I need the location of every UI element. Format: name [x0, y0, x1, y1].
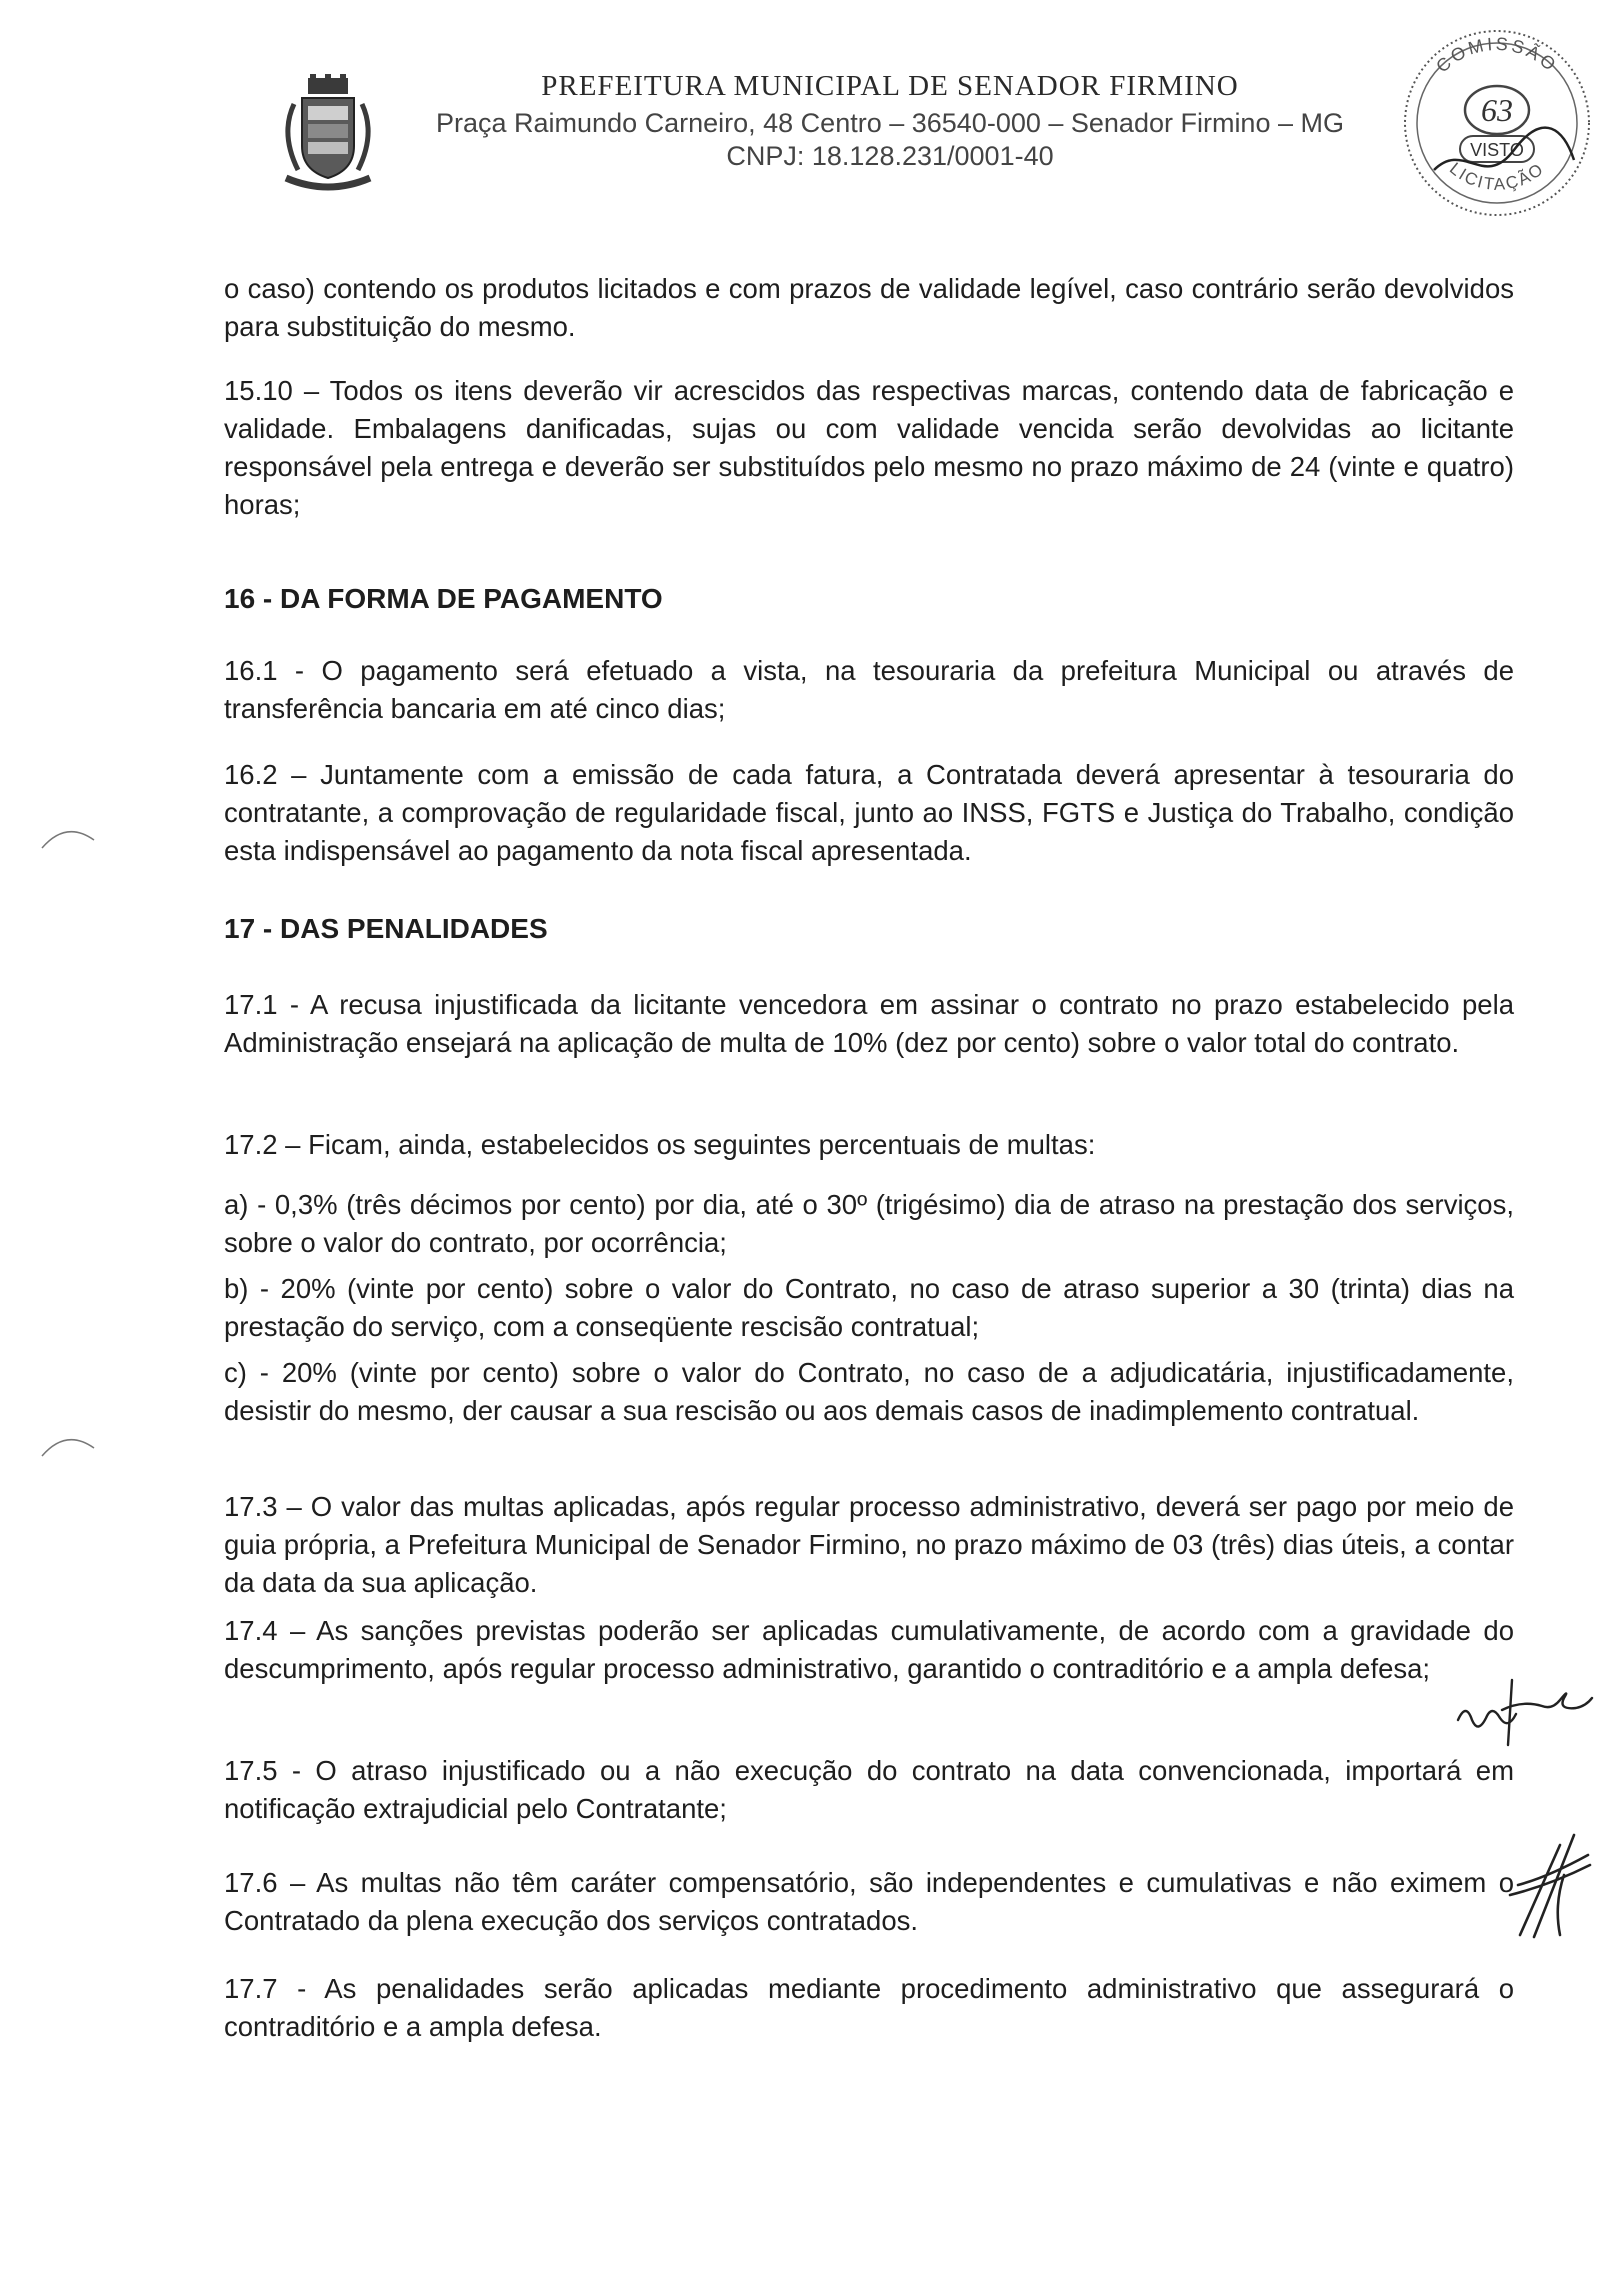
header-address: Praça Raimundo Carneiro, 48 Centro – 36540-000 – Senador Firmino – MG: [436, 108, 1344, 138]
paragraph-17-4: 17.4 – As sanções previstas poderão ser aplicadas cumulativamente, de acordo com a gravidade do descumprimento, após regular processo administrativo, garantido o contraditório e a ampla defesa;: [224, 1615, 1514, 1684]
paragraph-17-2-a: a) - 0,3% (três décimos por cento) por dia, até o 30º (trigésimo) dia de atraso na prestação dos serviços, sobre o valor do contrato, por ocorrência;: [224, 1189, 1514, 1258]
paragraph-continuation: o caso) contendo os produtos licitados e com prazos de validade legível, caso contrário serão devolvidos para substituição do mesmo.: [224, 273, 1514, 342]
commission-stamp: [1394, 20, 1600, 226]
paragraph-17-2: 17.2 – Ficam, ainda, estabelecidos os seguintes percentuais de multas:: [224, 1129, 1096, 1160]
stamp-number: 63: [1481, 92, 1513, 128]
paragraph-17-2-b: b) - 20% (vinte por cento) sobre o valor do Contrato, no caso de atraso superior a 30 (trinta) dias na prestação do serviço, com a conseqüente rescisão contratual;: [224, 1273, 1514, 1342]
section-heading-17: 17 - DAS PENALIDADES: [224, 913, 548, 944]
header-title: PREFEITURA MUNICIPAL DE SENADOR FIRMINO: [541, 70, 1239, 102]
header-cnpj: CNPJ: 18.128.231/0001-40: [726, 141, 1054, 171]
stamp-visto: VISTO: [1470, 140, 1524, 160]
paragraph-16-1: 16.1 - O pagamento será efetuado a vista, na tesouraria da prefeitura Municipal ou através de transferência bancaria em até cinco dias;: [224, 655, 1514, 724]
paragraph-17-7: 17.7 - As penalidades serão aplicadas mediante procedimento administrativo que assegurará o contraditório e a ampla defesa.: [224, 1973, 1514, 2042]
stamp-bottom-text: LICITAÇÃO: [1446, 158, 1549, 194]
handwritten-signature: [1500, 1825, 1600, 1955]
handwritten-initials: [1450, 1670, 1600, 1750]
paragraph-17-6: 17.6 – As multas não têm caráter compensatório, são independentes e cumulativas e não eximem o Contratado da plena execução dos serviços contratados.: [224, 1867, 1514, 1936]
paragraph-15-10: 15.10 – Todos os itens deverão vir acrescidos das respectivas marcas, contendo data de fabricação e validade. Embalagens danificadas, sujas ou com validade vencida serão devolvidas ao licitante responsável pela entrega e deverão ser substituídos pelo mesmo no prazo máximo de 24 (vinte e quatro) horas;: [224, 375, 1514, 520]
paragraph-17-5: 17.5 - O atraso injustificado ou a não execução do contrato na data convencionada, importará em notificação extrajudicial pelo Contratante;: [224, 1755, 1514, 1824]
section-heading-16: 16 - DA FORMA DE PAGAMENTO: [224, 583, 663, 614]
paragraph-17-2-c: c) - 20% (vinte por cento) sobre o valor do Contrato, no caso de a adjudicatária, injustificadamente, desistir do mesmo, der causar a sua rescisão ou aos demais casos de inadimplemento contratual.: [224, 1357, 1514, 1426]
hole-punch-mark: [38, 822, 98, 852]
paragraph-16-2: 16.2 – Juntamente com a emissão de cada fatura, a Contratada deverá apresentar à tesouraria do contratante, a comprovação de regularidade fiscal, junto ao INSS, FGTS e Justiça do Trabalho, condição esta indispensável ao pagamento da nota fiscal apresentada.: [224, 759, 1514, 866]
paragraph-17-3: 17.3 – O valor das multas aplicadas, após regular processo administrativo, deverá ser pago por meio de guia própria, a Prefeitura Municipal de Senador Firmino, no prazo máximo de 03 (três) dias úteis, a contar da data da sua aplicação.: [224, 1491, 1514, 1598]
svg-text:COMISSÃO: [1432, 34, 1561, 77]
paragraph-17-1: 17.1 - A recusa injustificada da licitante vencedora em assinar o contrato no prazo estabelecido pela Administração ensejará na aplicação de multa de 10% (dez por cento) sobre o valor total do contrato.: [224, 989, 1514, 1058]
municipal-crest-icon: [272, 74, 384, 196]
stamp-top-text: COMISSÃO: [1432, 33, 1562, 77]
hole-punch-mark: [38, 1430, 98, 1460]
